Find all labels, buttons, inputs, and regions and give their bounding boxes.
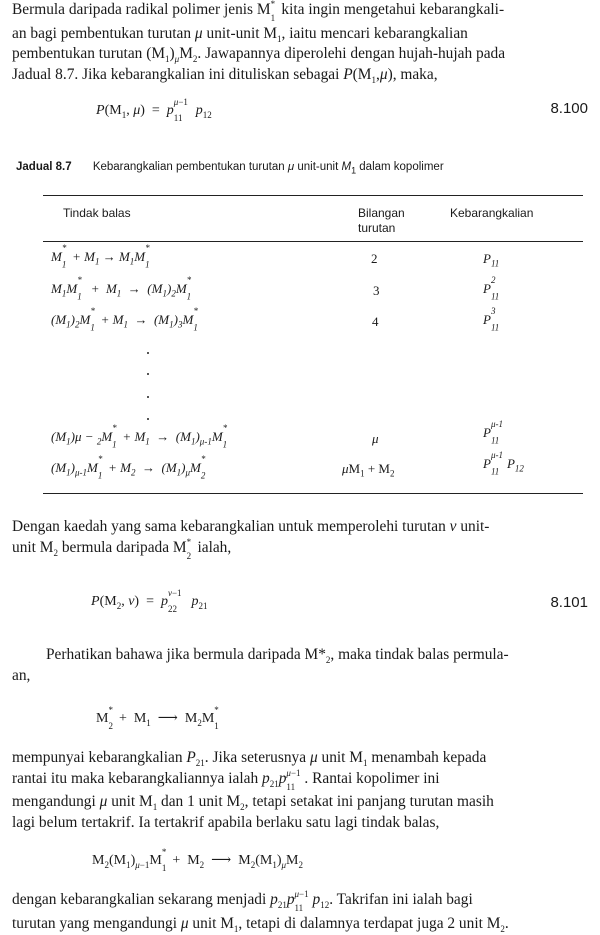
equation-number: 8.100 xyxy=(550,100,588,117)
reaction-termination: $M_2(M_1)_{\mu-1}M$ * $_1 + M_2$ ⟶ $M_2(M_1)_\mu M_2$ xyxy=(92,847,303,873)
table-row-3-count: 4 xyxy=(372,314,379,329)
equation-8-100: $P(M_1$, μ) = p μ−1 $_{11}$ $p_{12}$ xyxy=(96,97,212,123)
paragraph-3: Perhatikan bahawa jika bermula daripada $M*_2$, maka tindak balas permula- an, xyxy=(12,646,509,684)
table-row-5-probability: P μ-1 $_{11}P_{12}$ xyxy=(483,450,524,477)
ellipsis-dot xyxy=(147,396,149,398)
paragraph-4: mempunyai kebarangkalian $P_{21}$. Jika seterusnya μ unit $M_1$ menambah kepada rantai itu maka kebarangkaliannya ialah $p_{21}p$ μ−1 $_{11}$. Rantai kopolimer ini mengandungi μ unit $M_1$ dan 1 unit $M_2$, tetapi setakat ini panjang turutan masih lagi belum tertakrif. Ia tertakrif apabila berlaku satu lagi tindak balas, xyxy=(12,749,494,831)
paragraph-1: Bermula daripada radikal polimer jenis M * $_1$ kita ingin mengetahui kebarangkali- an bagi pembentukan turutan μ unit-unit $M_1$, iaitu mencari kebarangkalian pembentukan turutan $(M_1)_\mu M_2$. Jawapannya diperolehi dengan hujah-hujah pada Jadual 8.7. Jika kebarangkalian ini dituliskan sebagai $P(M_1,\mu)$, maka, xyxy=(12,0,506,85)
table-row-4-reaction: $(M_1)\mu - _2M$ * $_1 + M_1 \to (M_1)_{\mu-1}M$ * $_1$ xyxy=(51,423,228,450)
table-row-3-probability: P 3 $_{11}$ xyxy=(483,306,500,333)
table-bottom-rule xyxy=(43,493,583,494)
table-row-1-probability: $P_{11}$ xyxy=(483,251,500,269)
ellipsis-dot xyxy=(147,418,149,420)
ellipsis-dot xyxy=(147,373,149,375)
header-probability: Kebarangkalian xyxy=(450,206,534,220)
table-row-1-count: 2 xyxy=(371,251,378,266)
table-row-2-reaction: $M_1M$ * $_1 + M_1 \to (M_1)_2M$ * $_1$ xyxy=(51,275,192,302)
table-row-5-count: $\mu M_1 + M_2$ xyxy=(342,461,395,479)
header-count: Bilangan turutan xyxy=(358,206,405,235)
equation-number: 8.101 xyxy=(550,594,588,611)
header-reaction: Tindak balas xyxy=(63,206,131,220)
table-row-2-count: 3 xyxy=(373,283,380,298)
reaction-initiation: M * $_2 + M_1$ ⟶ $M_2M$ * $_1$ xyxy=(96,705,219,731)
ellipsis-dot xyxy=(147,352,149,354)
table-row-4-probability: P μ-1 $_{11}$ xyxy=(483,419,503,446)
table-row-4-count: μ xyxy=(372,431,379,446)
paragraph-5: dengan kebarangkalian sekarang menjadi $p_{21}p$ μ−1 $_{11}p_{12}$. Takrifan ini ialah bagi turutan yang mengandungi μ unit $M_1$, tetapi di dalamnya terdapat juga 2 unit $M_2$. xyxy=(12,889,509,934)
table-top-rule xyxy=(43,195,583,196)
table-row-5-reaction: $(M_1)_{\mu-1}M$ * $_1 + M_2 \to (M_1)_\mu M$ * $_2$ xyxy=(51,454,206,481)
table-row-3-reaction: $(M_1)_2M$ * $_1 + M_1 \to (M_1)_3M$ * $_1$ xyxy=(51,306,198,333)
equation-8-101: $P(M_2$, v) = p v−1 $_{22}$ $p_{21}$ xyxy=(91,588,208,614)
table-row-1-reaction: M * $_1 + M_1 \to M_1M$ * $_1$ xyxy=(51,243,150,270)
table-label: Jadual 8.7 xyxy=(16,161,72,173)
table-header-rule xyxy=(43,241,583,242)
paragraph-2: Dengan kaedah yang sama kebarangkalian untuk memperolehi turutan v unit- unit $M_2$ bermula daripada M * $_2$ ialah, xyxy=(12,518,490,561)
table-row-2-probability: P 2 $_{11}$ xyxy=(483,275,500,302)
table-caption: Jadual 8.7 Kebarangkalian pembentukan turutan μ unit-unit $M_1$ dalam kopolimer xyxy=(16,161,444,176)
